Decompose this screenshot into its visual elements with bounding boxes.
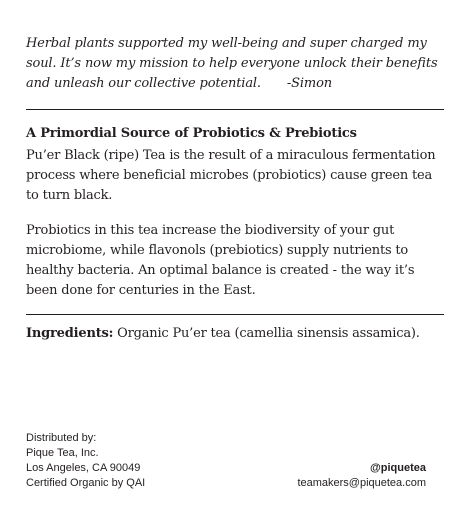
divider-top: [26, 109, 444, 110]
organic-certification: Certified Organic by QAI: [26, 477, 146, 489]
divider-middle: [26, 314, 444, 315]
description-paragraph-2: Probiotics in this tea increase the biodiversity of your gut microbiome, while flavonols (prebiotics) supply nutrients to healthy bacteria. An optimal balance is created - the way it’s been done for centuries in the East.: [26, 223, 415, 298]
section-title: A Primordial Source of Probiotics & Prebiotics: [26, 126, 357, 141]
company-location: Los Angeles, CA 90049: [26, 462, 141, 474]
description-paragraph-1: Pu’er Black (ripe) Tea is the result of a miraculous fermentation process where beneficial microbes (probiotics) cause green tea to turn black.: [26, 148, 436, 203]
label-panel: [26, 34, 444, 343]
quote-attribution: -Simon: [286, 76, 332, 91]
quote-text: Herbal plants supported my well-being and super charged my soul. It’s now my mission to help everyone unlock their benefits and unleash our collective potential.: [26, 36, 438, 91]
distributor-info: [26, 431, 226, 491]
distributed-by-label: Distributed by:: [26, 432, 97, 444]
contact-email: teamakers@piquetea.com: [297, 477, 426, 489]
ingredients-text: Organic Pu’er tea (camellia sinensis assamica).: [117, 326, 420, 341]
contact-info: [226, 461, 426, 491]
social-handle: @piquetea: [370, 462, 426, 474]
ingredients-line: [26, 325, 444, 343]
founder-quote: [26, 34, 444, 94]
ingredients-label: Ingredients:: [26, 326, 114, 341]
company-name: Pique Tea, Inc.: [26, 447, 99, 459]
